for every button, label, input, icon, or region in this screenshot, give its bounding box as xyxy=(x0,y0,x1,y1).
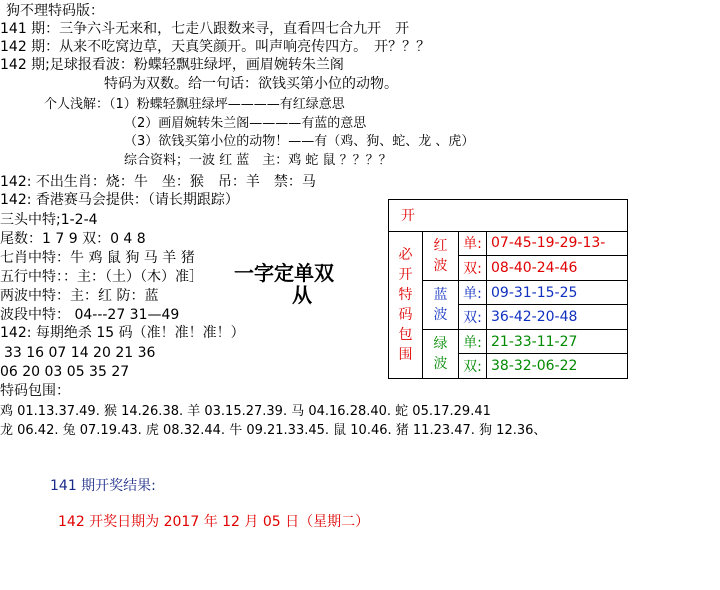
kind-cell: 单: xyxy=(459,329,487,354)
baowei-line: 龙 06.42. 兔 07.19.43. 虎 08.32.44. 牛 09.21.33.45. 鼠 10.46. 猪 11.23.47. 狗 12.36、 xyxy=(0,423,547,438)
prediction-line: 七肖中特：牛 鸡 鼠 狗 马 羊 猪 xyxy=(0,250,195,266)
prediction-line: 五行中特：：主：（土）（木）准］ xyxy=(0,269,203,285)
riddle-142-b: 142 期;足球报看波：粉蝶轻飘驻绿坪，画眉婉转朱兰阁 xyxy=(0,57,344,73)
dan-shuang-title: 一字定单双 xyxy=(234,261,334,285)
group-label-green: 绿 波 xyxy=(423,329,459,378)
prediction-line: 两波中特：主：红 防：蓝 xyxy=(0,288,159,304)
kind-cell: 双: xyxy=(459,305,487,330)
numbers-line: 06 20 03 05 35 27 xyxy=(0,364,130,380)
riddle-141: 141 期：三争六斗无来和，七走八跟数来寻，直看四七合九开 开 xyxy=(0,21,410,37)
numbers-cell: 36-42-20-48 xyxy=(487,305,628,330)
numbers-cell: 08-40-24-46 xyxy=(487,256,628,281)
numbers-cell: 09-31-15-25 xyxy=(487,280,628,305)
dan-shuang-pick: 从 xyxy=(292,283,312,307)
result-title: 141 期开奖结果: xyxy=(50,478,156,494)
numbers-line: 33 16 07 14 20 21 36 xyxy=(4,345,156,361)
prediction-line: 142: 每期绝杀 15 码（准！准！准！） xyxy=(0,325,245,341)
table-header: 开 xyxy=(389,200,628,232)
prediction-line: 三头中特;1-2-4 xyxy=(0,212,98,228)
numbers-cell: 38-32-06-22 xyxy=(487,354,628,379)
interp-line: 个人浅解：（1）粉蝶轻飘驻绿坪————有红绿意思 xyxy=(44,97,345,112)
interp-line: （3）欲钱买第小位的动物！——有（鸡、狗、蛇、龙 、虎） xyxy=(124,134,475,149)
baowei-line: 鸡 01.13.37.49. 猴 14.26.38. 羊 03.15.27.39. 马 04.16.28.40. 蛇 05.17.29.41 xyxy=(0,404,491,419)
prediction-line: 波段中特： 04---27 31—49 xyxy=(0,307,180,323)
numbers-cell: 07-45-19-29-13- xyxy=(487,231,628,256)
side-label: 必 开 特 码 包 围 xyxy=(389,231,423,378)
kind-cell: 双: xyxy=(459,256,487,281)
baowei-title: 特码包围： xyxy=(0,383,70,399)
kind-cell: 单: xyxy=(459,231,487,256)
zodiac-line: 142: 不出生肖：烧：牛 坐：猴 吊：羊 禁：马 xyxy=(0,174,316,190)
prediction-line: 尾数：1 7 9 双：0 4 8 xyxy=(0,231,146,247)
group-label-blue: 蓝 波 xyxy=(423,280,459,329)
doc-title: 狗不理特码版： xyxy=(6,3,104,19)
interp-line: 综合资料；一波 红 蓝 主：鸡 蛇 鼠 ？？？？ xyxy=(124,153,392,168)
riddle-142-c: 特码为双数。给一句话：欲钱买第小位的动物。 xyxy=(104,76,398,92)
riddle-142-a: 142 期：从来不吃窝边草，天真笑颜开。叫声响亮传四方。 开？？？ xyxy=(0,39,431,55)
numbers-cell: 21-33-11-27 xyxy=(487,329,628,354)
hk-line: 142: 香港赛马会提供：（请长期跟踪） xyxy=(0,192,239,208)
kind-cell: 单: xyxy=(459,280,487,305)
wave-table xyxy=(388,199,628,379)
group-label-red: 红 波 xyxy=(423,231,459,280)
kind-cell: 双: xyxy=(459,354,487,379)
next-draw-date: 142 开奖日期为 2017 年 12 月 05 日（星期二） xyxy=(58,514,370,530)
interp-line: （2）画眉婉转朱兰阁————有蓝的意思 xyxy=(124,116,367,131)
